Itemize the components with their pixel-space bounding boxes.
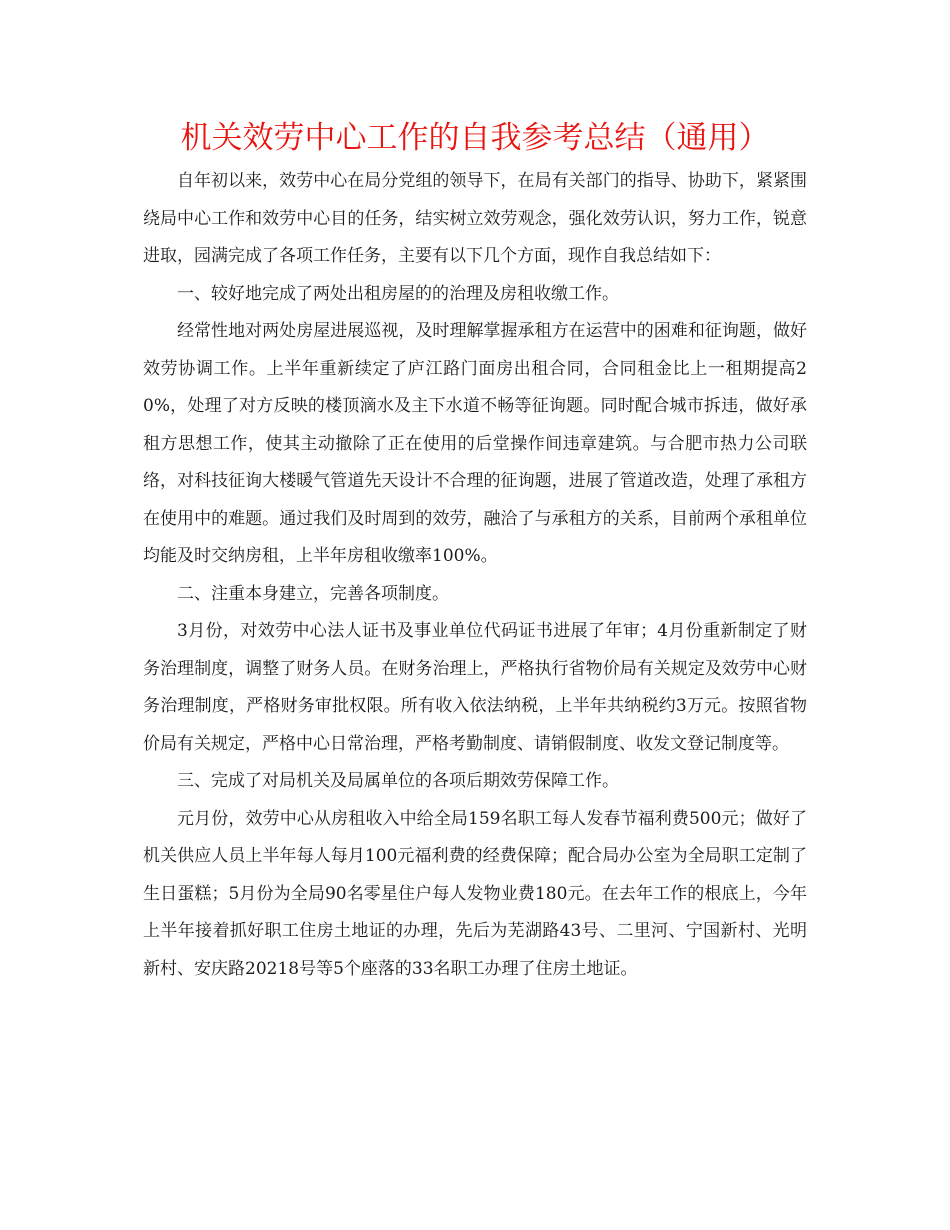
section-heading-3: 三、完成了对局机关及局属单位的各项后期效劳保障工作。 — [177, 771, 619, 791]
paragraph-section-3: 元月份，效劳中心从房租收入中给全局159名职工每人发春节福利费500元；做好了机关供应人员上半年每人每月100元福利费的经费保障；配合局办公室为全局职工定制了生日蛋糕；5月份为全局90名零星住户每人发物业费180元。在去年工作的根底上，今年上半年接着抓好职工住房土地证的办理，先后为芜湖路43号、二里河、宁国新村、光明新村、安庆路20218号等5个座落的33名职工办理了住房土地证。 — [143, 808, 807, 979]
section-heading-1: 一、较好地完成了两处出租房屋的的治理及房租收缴工作。 — [177, 283, 619, 304]
paragraph-section-1: 经常性地对两处房屋进展巡视，及时理解掌握承租方在运营中的困难和征询题，做好效劳协调工作。上半年重新续定了庐江路门面房出租合同，合同租金比上一租期提高20%，处理了对方反映的楼顶滴水及主下水道不畅等征询题。同时配合城市拆违，做好承租方思想工作，使其主动撤除了正在使用的后堂操作间违章建筑。与合肥市热力公司联络，对科技征询大楼暖气管道先天设计不合理的征询题，进展了管道改造，处理了承租方在使用中的难题。通过我们及时周到的效劳，融洽了与承租方的关系，目前两个承租单位均能及时交纳房租，上半年房租收缴率100%。 — [143, 321, 807, 566]
document-body — [143, 163, 807, 988]
section-heading-2: 二、注重本身建立，完善各项制度。 — [177, 583, 449, 604]
document-title: 机关效劳中心工作的自我参考总结（通用） — [180, 120, 770, 156]
paragraph-intro: 自年初以来，效劳中心在局分党组的领导下，在局有关部门的指导、协助下，紧紧围绕局中心工作和效劳中心目的任务，结实树立效劳观念，强化效劳认识，努力工作，锐意进取，园满完成了各项工作任务，主要有以下几个方面，现作自我总结如下： — [143, 171, 807, 266]
paragraph-section-2: 3月份，对效劳中心法人证书及事业单位代码证书进展了年审；4月份重新制定了财务治理制度，调整了财务人员。在财务治理上，严格执行省物价局有关规定及效劳中心财务治理制度，严格财务审批权限。所有收入依法纳税，上半年共纳税约3万元。按照省物价局有关规定，严格中心日常治理，严格考勤制度、请销假制度、收发文登记制度等。 — [143, 621, 807, 754]
